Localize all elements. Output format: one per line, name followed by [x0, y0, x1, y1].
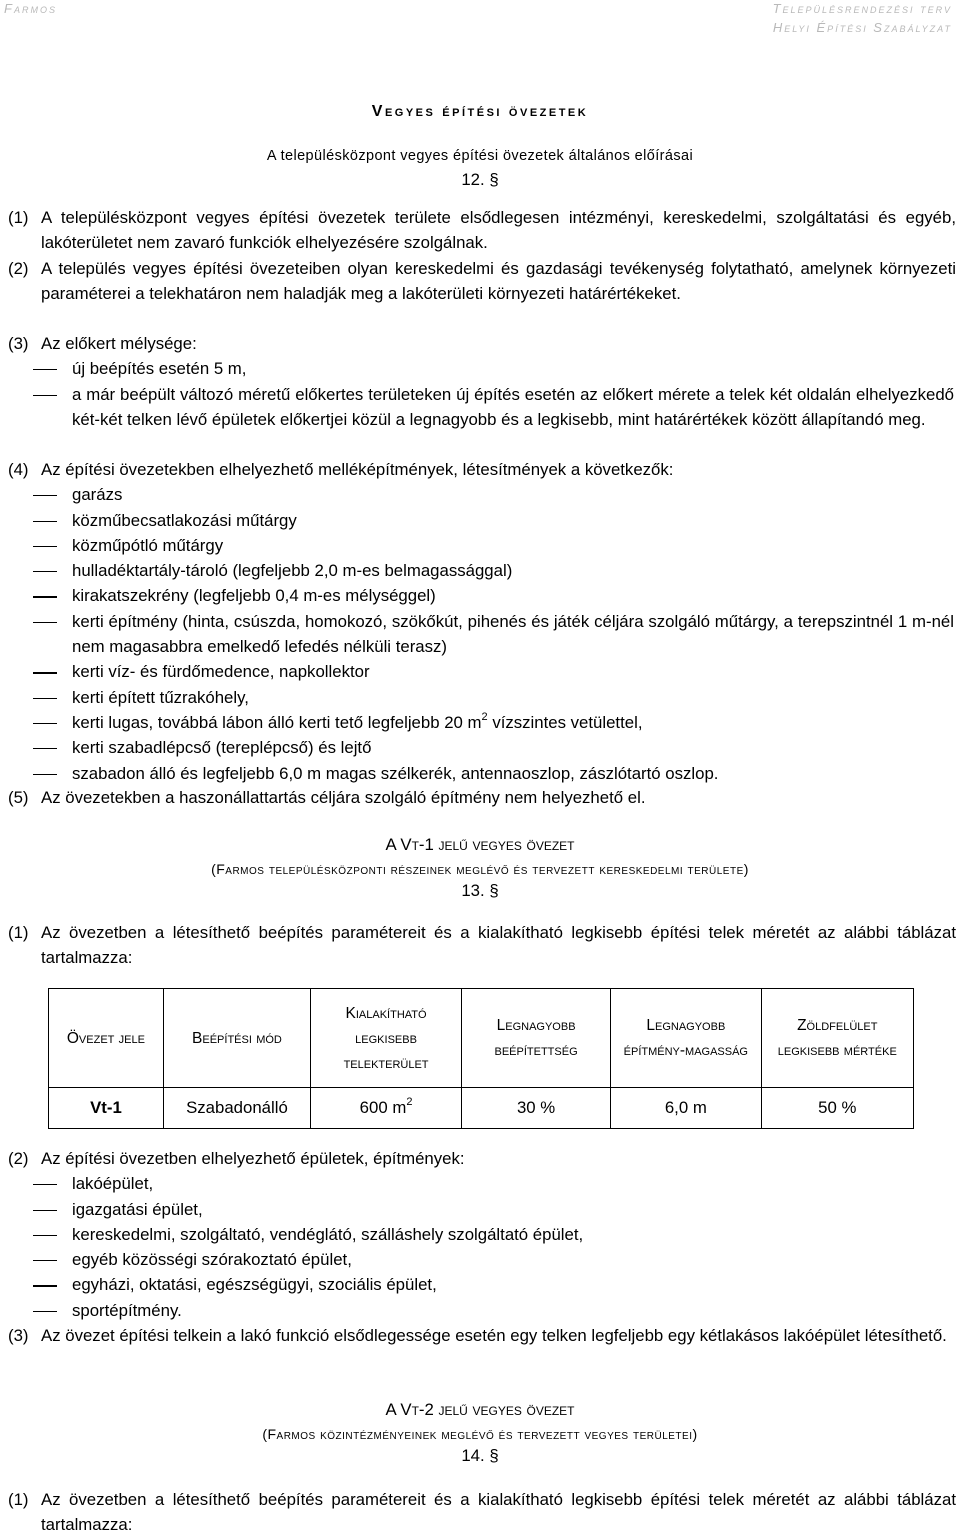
list-item: kirakatszekrény (legfeljebb 0,4 m-es mélységgel) — [0, 583, 956, 608]
list-item: kerti szabadlépcső (tereplépcső) és lejtő — [0, 735, 956, 760]
list-item: kerti víz- és fürdőmedence, napkollektor — [0, 659, 956, 684]
paragraph-12-2 — [8, 256, 956, 307]
list-item: egyéb közösségi szórakoztató épület, — [0, 1247, 956, 1272]
table-cell: 30 % — [462, 1088, 611, 1129]
header-right-line1: Településrendezési terv — [772, 1, 952, 16]
list-item-text: kerti lugas, továbbá lábon álló kerti tető legfeljebb 20 m — [72, 712, 482, 732]
paragraph-number: (3) — [8, 334, 29, 353]
list-item: kerti épített tűzrakóhely, — [0, 685, 956, 710]
paragraph-number: (5) — [8, 788, 29, 807]
paragraph-text: Az övezet építési telkein a lakó funkció elsődlegessége esetén egy telken legfeljebb egy kétlakásos lakóépület létesíthető. — [41, 1326, 947, 1345]
table-cell: 50 % — [761, 1088, 913, 1129]
paragraph-14-1 — [8, 1487, 956, 1538]
list-item: kereskedelmi, szolgáltató, vendéglátó, szálláshely szolgáltató épület, — [0, 1222, 956, 1247]
paragraph-12-3 — [8, 331, 956, 432]
dash-list — [0, 482, 956, 786]
vt1-parameter-table — [48, 988, 914, 1129]
paragraph-text: A településközpont vegyes építési övezetek területe elsődlegesen intézményi, kereskedelmi, szolgáltatási és egyéb, lakóterületet nem zavaró funkciók elhelyezésére szolgálnak. — [41, 208, 956, 253]
paragraph-text: Az építési övezetekben elhelyezhető melléképítmények, létesítmények a következők: — [41, 460, 674, 479]
superscript: 2 — [406, 1096, 413, 1109]
table-header-cell: Zöldfelület legkisebb mértéke — [761, 989, 913, 1088]
paragraph-number: (4) — [8, 460, 29, 479]
vt1-subtitle: (Farmos településközponti részeinek meglévő és tervezett kereskedelmi területe) — [211, 861, 749, 877]
section-number: 12. § — [461, 170, 499, 189]
table-header-cell: Övezet jele — [49, 989, 164, 1088]
vt2-number: 14. § — [461, 1446, 499, 1465]
paragraph-12-4 — [8, 457, 956, 786]
list-item: hulladéktartály-tároló (legfeljebb 2,0 m-es belmagassággal) — [0, 558, 956, 583]
paragraph-number: (3) — [8, 1326, 29, 1345]
paragraph-text: Az övezetben a létesíthető beépítés paramétereit és a kialakítható legkisebb építési telek méretét az alábbi táblázat tartalmazza: — [41, 1490, 956, 1535]
paragraph-number: (1) — [8, 208, 29, 227]
table-header-cell: Beépítési mód — [163, 989, 310, 1088]
paragraph-12-5 — [8, 785, 956, 810]
paragraph-13-2 — [8, 1146, 956, 1323]
list-item: szabadon álló és legfeljebb 6,0 m magas szélkerék, antennaoszlop, zászlótartó oszlop. — [0, 761, 956, 786]
vt2-subtitle: (Farmos közintézményeinek meglévő és tervezett vegyes területei) — [262, 1426, 698, 1442]
table-cell — [311, 1088, 462, 1129]
vt2-title: A Vt-2 jelű vegyes övezet — [385, 1400, 575, 1419]
vt1-number: 13. § — [461, 881, 499, 900]
table-cell: 6,0 m — [611, 1088, 761, 1129]
section-subtitle: A településközpont vegyes építési övezetek általános előírásai — [266, 148, 694, 164]
header-right-line2: Helyi Építési Szabályzat — [772, 20, 952, 35]
list-item: igazgatási épület, — [0, 1197, 956, 1222]
paragraph-text: Az övezetekben a haszonállattartás céljára szolgáló építmény nem helyezhető el. — [41, 788, 646, 807]
paragraph-number: (2) — [8, 259, 29, 278]
table-header-cell: Legnagyobb építmény-magasság — [611, 989, 761, 1088]
table-cell: Vt-1 — [49, 1088, 164, 1129]
list-item: közműpótló műtárgy — [0, 533, 956, 558]
table-row — [49, 1088, 914, 1129]
paragraph-13-3 — [8, 1323, 956, 1348]
list-item: kerti építmény (hinta, csúszda, homokozó, szökőkút, pihenés és játék céljára szolgáló műtárgy, a terepszintnél 1 m-nél nem magasabbra emelkedő lefedés nélküli terasz) — [0, 609, 956, 660]
table-header-cell: Kialakítható legkisebb telekterület — [311, 989, 462, 1088]
list-item: lakóépület, — [0, 1171, 956, 1196]
paragraph-text: A település vegyes építési övezeteiben olyan kereskedelmi és gazdasági tevékenység folytatható, amelynek környezeti paraméterei a telekhatáron nem haladják meg a lakóterületi környezeti határértékeket. — [41, 259, 956, 304]
table-header-cell: Legnagyobb beépítettség — [462, 989, 611, 1088]
list-item: új beépítés esetén 5 m, — [0, 356, 956, 381]
paragraph-13-1 — [8, 920, 956, 971]
table-header-row — [49, 989, 914, 1088]
header-left: Farmos — [4, 1, 57, 16]
list-item — [0, 710, 956, 735]
list-item: garázs — [0, 482, 956, 507]
section-title: Vegyes építési övezetek — [371, 103, 589, 120]
paragraph-number: (1) — [8, 1490, 29, 1509]
paragraph-text: Az építési övezetben elhelyezhető épületek, építmények: — [41, 1149, 465, 1168]
list-item-suffix: vízszintes vetülettel, — [487, 712, 643, 732]
list-item: közműbecsatlakozási műtárgy — [0, 508, 956, 533]
dash-list — [0, 1171, 956, 1323]
paragraph-text: Az előkert mélysége: — [41, 334, 197, 353]
paragraph-number: (2) — [8, 1149, 29, 1168]
list-item: egyházi, oktatási, egészségügyi, szociális épület, — [0, 1272, 956, 1297]
paragraph-text: Az övezetben a létesíthető beépítés paramétereit és a kialakítható legkisebb építési telek méretét az alábbi táblázat tartalmazza: — [41, 923, 956, 968]
paragraph-12-1 — [8, 205, 956, 256]
table-cell-text: 600 m — [359, 1098, 407, 1118]
list-item: a már beépült változó méretű előkertes területeken új építés esetén az előkert mérete a telek két oldalán elhelyezkedő két-két telken lévő épületek előkertjei közül a legnagyobb és a legkisebb, mint határértékek között állapítandó meg. — [0, 382, 956, 433]
vt1-title: A Vt-1 jelű vegyes övezet — [385, 835, 575, 854]
list-item: sportépítmény. — [0, 1298, 956, 1323]
table-cell: Szabadonálló — [163, 1088, 310, 1129]
paragraph-number: (1) — [8, 923, 29, 942]
superscript: 2 — [481, 710, 488, 723]
dash-list — [0, 356, 956, 432]
